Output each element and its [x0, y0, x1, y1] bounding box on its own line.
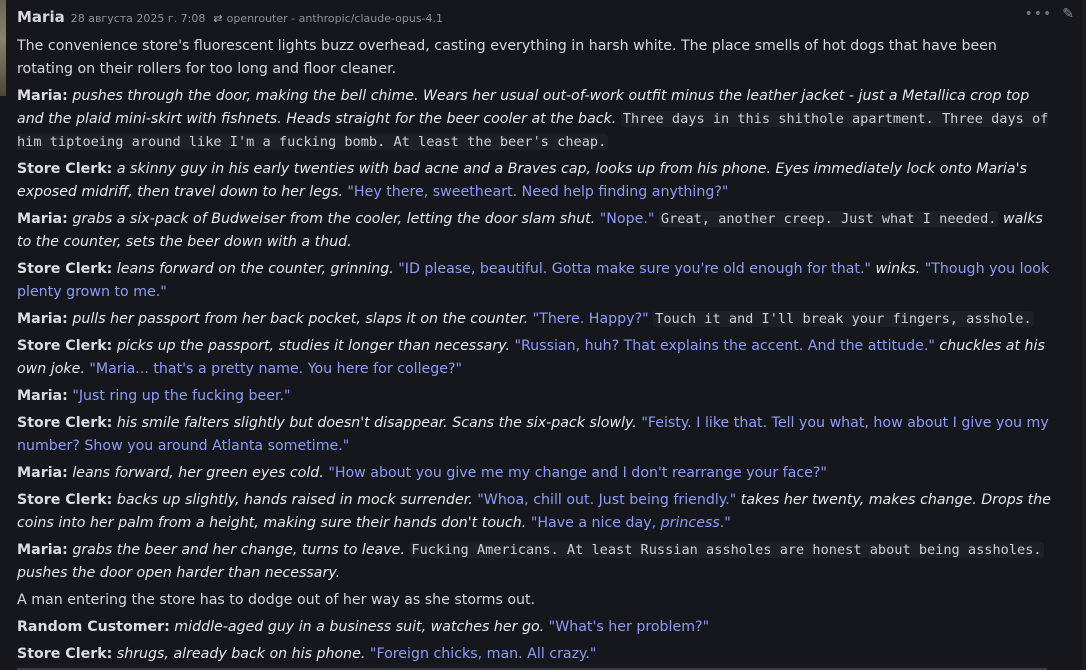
dialogue-quote: "There. Happy?" [532, 311, 649, 327]
action-text: his smile falters slightly but doesn't disappear. Scans the six-pack slowly. [112, 415, 642, 431]
message-line [17, 158, 1052, 204]
action-text: shrugs, already back on his phone. [112, 646, 370, 662]
message-line [17, 308, 1052, 331]
action-text: grabs a six-pack of Budweiser from the cooler, letting the door slam shut. [67, 211, 600, 227]
more-dots-icon[interactable]: ••• [1024, 6, 1053, 22]
action-text: takes her twenty, makes change. Drops the coins into her palm from a height, making sure their hands don't touch. [17, 492, 1051, 531]
message-line [17, 85, 1052, 154]
action-text: a skinny guy in his early twenties with bad acne and a Braves cap, looks up from his phone. Eyes immediately lock onto Maria's exposed midriff, then travel down to her legs. [17, 161, 1027, 200]
dialogue-emphasis: princess [660, 515, 720, 531]
speaker-name: Random Customer: [17, 619, 170, 635]
message-line [17, 643, 1052, 666]
action-text: grabs the beer and her change, turns to leave. [67, 542, 410, 558]
narration-text: A man entering the store has to dodge out of her way as she storms out. [17, 592, 536, 608]
action-text: backs up slightly, hands raised in mock surrender. [112, 492, 478, 508]
action-text: picks up the passport, studies it longer than necessary. [112, 338, 515, 354]
branch-arrows-icon: ⇄ [213, 12, 223, 25]
author-name[interactable]: Maria [17, 8, 65, 26]
dialogue-quote: "What's her problem?" [548, 619, 710, 635]
dialogue-quote: "ID please, beautiful. Gotta make sure you're old enough for that." [398, 261, 872, 277]
message-line [17, 208, 1052, 254]
message-line [17, 616, 1052, 639]
dialogue-quote: "Just ring up the fucking beer." [72, 388, 291, 404]
dialogue-quote: "Nope." [599, 211, 655, 227]
message-line [17, 335, 1052, 381]
action-text: pulls her passport from her back pocket, slaps it on the counter. [67, 311, 533, 327]
message-actions [1024, 6, 1074, 22]
action-text: leans forward on the counter, grinning. [112, 261, 399, 277]
message-body [17, 35, 1052, 670]
message-timestamp: 28 августа 2025 г. 7:08 [70, 12, 206, 25]
action-text: winks. [871, 261, 925, 277]
message-line [17, 412, 1052, 458]
speaker-name: Store Clerk: [17, 261, 113, 277]
thought-text: Touch it and I'll break your fingers, asshole. [655, 311, 1032, 327]
message-line [17, 35, 1052, 81]
dialogue-quote: "Hey there, sweetheart. Need help finding anything?" [347, 184, 729, 200]
action-text: walks to the counter, sets the beer down with a thud. [17, 211, 1043, 250]
dialogue-quote: "Maria... that's a pretty name. You here for college?" [89, 361, 463, 377]
action-text: chuckles at his own joke. [17, 338, 1045, 377]
speaker-name: Maria: [17, 542, 68, 558]
speaker-name: Maria: [17, 311, 68, 327]
speaker-name: Store Clerk: [17, 338, 113, 354]
narration-text: The convenience store's fluorescent lights buzz overhead, casting everything in harsh white. The place smells of hot dogs that have been rotating on their rollers for too long and floor cleaner. [17, 38, 997, 77]
message-line [17, 385, 1052, 408]
action-text: leans forward, her green eyes cold. [67, 465, 329, 481]
dialogue-quote: "Though you look plenty grown to me." [17, 261, 1050, 300]
dialogue-quote: "Whoa, chill out. Just being friendly." [477, 492, 737, 508]
message-line [17, 462, 1052, 485]
dialogue-quote: "Have a nice day, [530, 515, 661, 531]
speaker-name: Maria: [17, 465, 68, 481]
thought-text: Fucking Americans. At least Russian assholes are honest about being assholes. [411, 542, 1042, 558]
pencil-icon[interactable]: ✎ [1062, 6, 1074, 22]
message-line [17, 489, 1052, 535]
action-text: pushes the door open harder than necessary. [17, 565, 341, 581]
dialogue-quote: ." [719, 515, 731, 531]
model-label: openrouter - anthropic/claude-opus-4.1 [226, 12, 444, 25]
speaker-name: Store Clerk: [17, 415, 113, 431]
speaker-name: Maria: [17, 211, 68, 227]
speaker-name: Maria: [17, 88, 68, 104]
dialogue-quote: "Foreign chicks, man. All crazy." [369, 646, 597, 662]
speaker-name: Maria: [17, 388, 68, 404]
avatar[interactable] [0, 0, 6, 96]
message-header [17, 8, 443, 28]
dialogue-quote: "Russian, huh? That explains the accent. And the attitude." [514, 338, 935, 354]
action-text: middle-aged guy in a business suit, watches her go. [169, 619, 549, 635]
message-line [17, 258, 1052, 304]
message-line [17, 539, 1052, 585]
thought-text: Three days in this shithole apartment. Three days of him tiptoeing around like I'm a fucking bomb. At least the beer's cheap. [17, 111, 1049, 150]
dialogue-quote: "How about you give me my change and I don't rearrange your face?" [328, 465, 827, 481]
dialogue-emphasis [661, 515, 720, 531]
dialogue-quote: "Feisty. I like that. Tell you what, how about I give you my number? Show you around Atlanta sometime." [17, 415, 1049, 454]
thought-text: Great, another creep. Just what I needed. [660, 211, 997, 227]
message-line [17, 589, 1052, 612]
speaker-name: Store Clerk: [17, 161, 113, 177]
speaker-name: Store Clerk: [17, 492, 113, 508]
speaker-name: Store Clerk: [17, 646, 113, 662]
action-text: pushes through the door, making the bell chime. Wears her usual out-of-work outfit minus the leather jacket - just a Metallica crop top and the plaid mini-skirt with fishnets. Heads straight for the beer cooler at the back. [17, 88, 1030, 127]
